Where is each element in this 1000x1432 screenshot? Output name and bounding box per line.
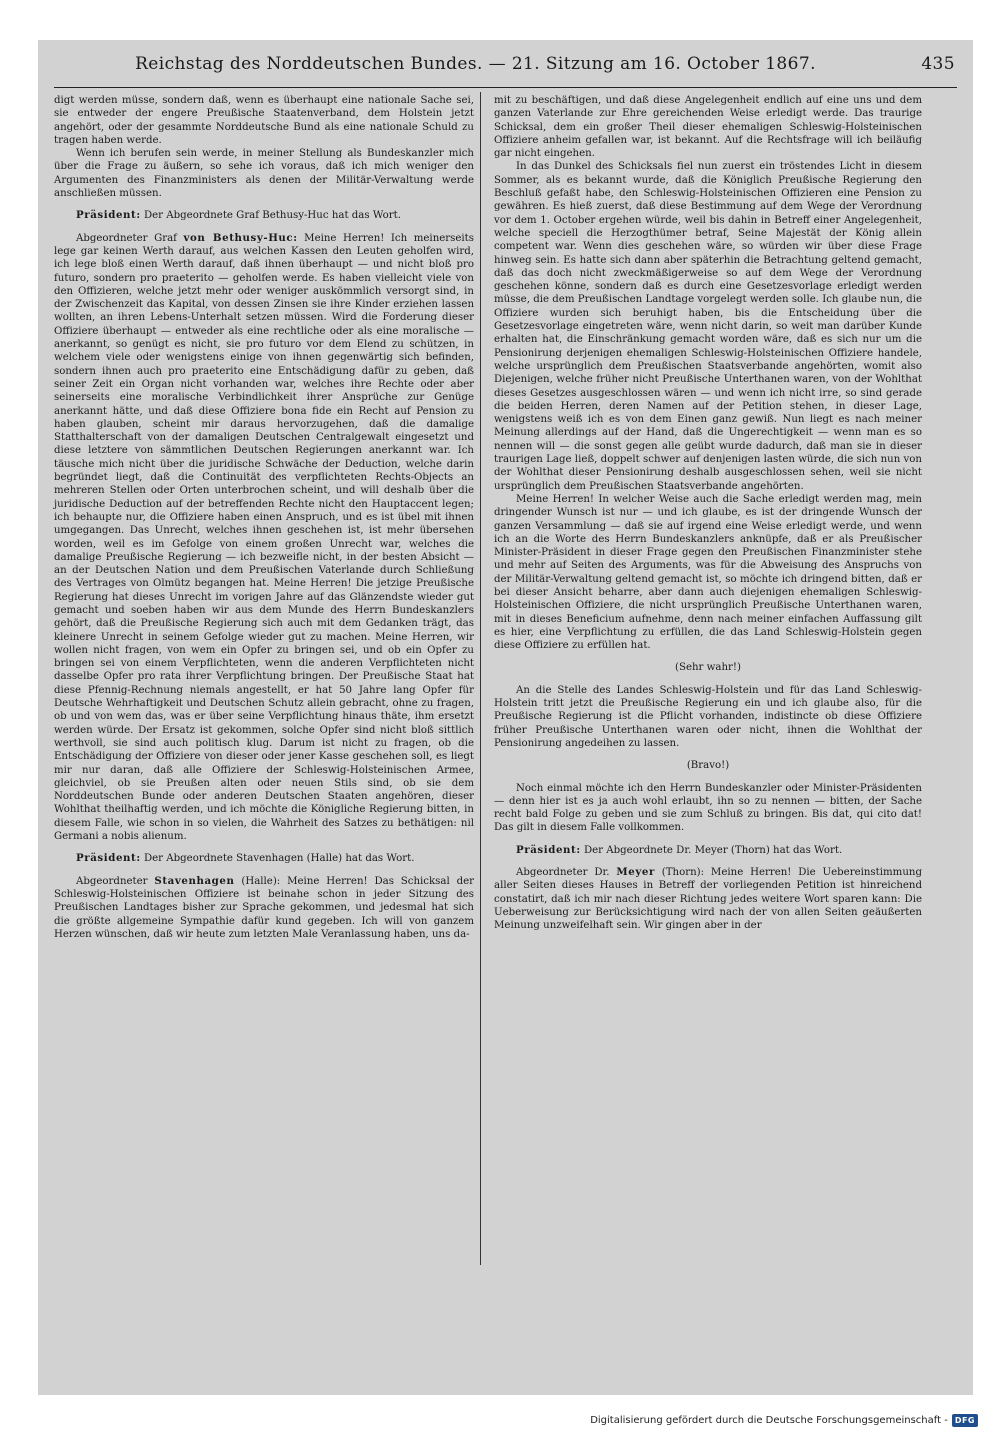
speech-text: (Halle): Meine Herren! Das Schicksal der Schleswig-Holsteinischen Offiziere ist beinahe schon in jeder Sitzung des Preußischen Landtages bisher zur Sprache gekommen, und jedesmal hat sich die größte allgemeine Sympathie dafür kund gegeben. Ich will von ganzem Herzen wünschen, daß wir heute zum letzten Male Veranlassung haben, uns da-	[54, 875, 474, 940]
speaker-name: Stavenhagen	[154, 874, 235, 887]
left-column	[54, 94, 474, 941]
president-statement	[54, 209, 474, 222]
paragraph: digt werden müsse, sondern daß, wenn es überhaupt eine nationale Sache sei, sie entweder der engere Preußische Staatenverband, dem Holstein jetzt angehört, oder der gesammte Norddeutsche Bund als eine nationale Schuld zu tragen haben werde.	[54, 95, 474, 146]
speaker-intro: Abgeordneter Graf	[76, 232, 177, 244]
speech-text: (Thorn): Meine Herren! Die Uebereinstimmung aller Seiten dieses Hauses in Betreff der vorliegenden Petition ist hinreichend constatirt, daß ich mir nach dieser Richtung jedes weitere Wort sparen kann: Die Ueberweisung zur Berücksichtigung wird nach der von allen Seiten geäußerten Meinung unzweifelhaft sein. Wir gingen aber in der	[494, 867, 922, 932]
paragraph: An die Stelle des Landes Schleswig-Holstein und für das Land Schleswig-Holstein tritt jetzt die Preußische Regierung ein und ich glaube also, für die Preußische Regierung ist die Pflicht vorhanden, indistincte ob diese Offiziere früher Preußische Unterthanen waren oder nicht, ihnen die Wohlthat der Pensionirung angedeihen zu lassen.	[494, 684, 922, 749]
interjection: (Sehr wahr!)	[675, 662, 741, 674]
speaker-intro: Abgeordneter	[76, 875, 148, 887]
column-divider	[480, 92, 481, 1265]
president-statement	[494, 844, 922, 857]
speech	[494, 866, 922, 932]
speaker-label: Präsident:	[76, 852, 141, 865]
statement-text: Der Abgeordnete Stavenhagen (Halle) hat das Wort.	[143, 853, 415, 865]
page-number: 435	[921, 54, 955, 74]
right-column	[494, 94, 922, 933]
speech	[54, 232, 474, 844]
interjection: (Bravo!)	[686, 760, 730, 772]
statement-text: Der Abgeordnete Graf Bethusy-Huc hat das Wort.	[143, 210, 401, 222]
paragraph: Wenn ich berufen sein werde, in meiner Stellung als Bundeskanzler mich über die Frage zu äußern, so sehe ich voraus, daß ich mich weniger den Argumenten des Finanzministers als denen der Militär-Verwaltung werde anschließen müssen.	[54, 148, 474, 200]
speaker-label: Präsident:	[76, 209, 141, 222]
speaker-label: Präsident:	[516, 843, 581, 856]
speaker-name: von Bethusy-Huc:	[183, 231, 298, 244]
paragraph: Noch einmal möchte ich den Herrn Bundeskanzler oder Minister-Präsidenten — denn hier ist es ja auch wohl erlaubt, ihn so zu nennen — bitten, der Sache recht bald Folge zu geben und sie zum Schluß zu bringen. Bis dat, qui cito dat! Das gilt in diesem Falle vollkommen.	[494, 782, 922, 834]
paragraph: Meine Herren! In welcher Weise auch die Sache erledigt werden mag, mein dringender Wunsch ist nur — und ich glaube, es ist der dringende Wunsch der ganzen Versammlung — daß sie auf irgend eine Weise erledigt werde, und wenn ich an die Worte des Herrn Bundeskanzlers anknüpfe, daß er als Preußischer Minister-Präsident in dieser Frage gegen den Preußischen Finanzminister stehe und mehr auf Seiten des Arguments, was für die Abweisung des Anspruchs von der Militär-Verwaltung geltend gemacht ist, so möchte ich dringend bitten, daß er bei dieser Ansicht beharre, aber dann auch diejenigen ehemaligen Schleswig-Holsteinischen Offiziere, die nicht ursprünglich Preußische Unterthanen waren, mit in dieses Beneficium aufnehme, denn nach meiner einfachen Auffassung gilt es hier, eine Verpflichtung zu erfüllen, die das Land Schleswig-Holstein gegen diese Offiziere zu erfüllen hat.	[494, 493, 922, 652]
scanned-page	[38, 40, 973, 1395]
speaker-intro: Abgeordneter Dr.	[516, 867, 610, 879]
paragraph: mit zu beschäftigen, und daß diese Angelegenheit endlich auf eine uns und dem ganzen Vaterlande zur Ehre gereichenden Weise erledigt werde. Das traurige Schicksal, dem ein großer Theil dieser ehemaligen Schleswig-Holsteinischen Offiziere anheim gefallen war, ist bekannt. Auf die Rechtsfrage will ich beiläufig gar nicht eingehen.	[494, 95, 922, 160]
speech-text: Meine Herren! Ich meinerseits lege gar keinen Werth darauf, aus welchen Kassen den Leuten geholfen wird, ich lege bloß einen Werth darauf, daß ihnen überhaupt — und nicht bloß pro futuro, sondern pro praeterito — geholfen werde. Es haben vielleicht viele von den Offizieren, welche jetzt mehr oder weniger auskömmlich versorgt sind, in der Zwischenzeit das Kapital, von dessen Zinsen sie ihre Kinder erziehen lassen wollten, an ihren Lebens-Unterhalt setzen müssen. Wird die Forderung dieser Offiziere überhaupt — entweder als eine rechtliche oder als eine moralische — anerkannt, so genügt es nicht, sie pro futuro vor dem Elend zu schützen, in welchem viele oder wenigstens einige von ihnen gegenwärtig sich befinden, sondern ihnen auch pro praeterito eine Entschädigung dafür zu geben, daß seiner Zeit ein Organ nicht vorhanden war, welches ihre Rechte oder aber seinerseits eine moralische Verbindlichkeit ihrer Ansprüche zur Genüge anerkannt hätte, und daß diese Offiziere bona fide ein Recht auf Pension zu haben glauben, scheint mir daraus hervorzugehen, daß die damalige Statthalterschaft von der damaligen Deutschen Centralgewalt eingesetzt und diese letztere von sämmtlichen Deutschen Regierungen anerkannt war. Ich täusche mich nicht über die juridische Schwäche der Deduction, welche darin begründet liegt, daß die Continuität des verpflichteten Rechts-Objects an mehreren Stellen oder Orten unterbrochen scheint, und will deshalb über die juridische Deduction auf der betreffenden Rechte nicht den Hauptaccent legen; ich behaupte nur, die Offiziere haben einen Anspruch, und es ist übel mit ihnen umgegangen. Das Unrecht, welches ihnen geschehen ist, ist mehr übersehen worden, weil es im Gefolge von einem großen Unrecht war, welches die damalige Preußische Regierung — ich bezweifle nicht, in der besten Absicht — an der Deutschen Nation und dem Preußischen Vaterlande durch Schließung des Vertrages von Olmütz begangen hat. Meine Herren! Die jetzige Preußische Regierung hat dieses Unrecht im vorigen Jahre auf das Glänzendste wieder gut gemacht und soeben haben wir aus dem Munde des Herrn Bundeskanzlers gehört, daß die Preußische Regierung sich auch mit dem Gedanken trägt, das kleinere Unrecht in seinem Gefolge wieder gut zu machen. Meine Herren, wir wollen nicht fragen, von wem ein Opfer zu bringen sei, und ob ein Opfer zu bringen sei von einem Verpflichteten, wenn die anderen Verpflichteten nicht dasselbe Opfer pro rata ihrer Verpflichtung bringen. Der Preußische Staat hat diese Pfennig-Rechnung niemals angestellt, er hat 50 Jahre lang Opfer für Deutsche Wehrhaftigkeit und Deutschen Schutz allein gebracht, ohne zu fragen, ob und von wem das, was er über seine Verpflichtung hinaus thäte, ihm ersetzt werden würde. Der Ersatz ist gekommen, solche Opfer sind nicht bloß sittlich werthvoll, sie sind auch politisch klug. Darum ist nicht zu fragen, ob die Entschädigung der Offiziere von dieser oder jener Kasse geschehen soll, es liegt mir nur daran, daß alle Offiziere der Schleswig-Holsteinischen Armee, gleichviel, ob sie Preußen alten oder neuen Stils sind, ob sie dem Norddeutschen Bunde oder anderen Deutschen Staaten angehören, dieser Wohlthat theilhaftig werden, und ich möchte die Königliche Regierung bitten, in diesem Falle, wie schon in so vielen, die Wahrheit des Satzes zu bethätigen: nil Germani a nobis alienum.	[54, 232, 474, 843]
speaker-name: Meyer	[616, 866, 655, 879]
paragraph: In das Dunkel des Schicksals fiel nun zuerst ein tröstendes Licht in diesem Sommer, als es bekannt wurde, daß die Königlich Preußische Regierung den Beschluß gefaßt habe, den Schleswig-Holsteinischen Offizieren eine Pension zu gewähren. Es hieß zuerst, daß diese Bestimmung auf dem Wege der Verordnung vor dem 1. October ergehen würde, weil bis dahin in Betreff einer Angelegenheit, welche speciell die Herzogthümer betraf, Seine Majestät der König allein competent war. Wenn dies geschehen wäre, so würden wir über diese Frage hinweg sein. Es hatte sich dann aber späterhin die Betrachtung geltend gemacht, daß das doch nicht zweckmäßigerweise so auf dem Wege der Verordnung geschehen könne, sondern daß es durch eine Gesetzesvorlage erledigt werden müsse, die dem Preußischen Landtage vorgelegt werden solle. Ich glaube nun, die Offiziere wurden sich beruhigt haben, bis die Entscheidung über die Gesetzesvorlage eingetreten wäre, wenn nicht darin, so weit man darüber Kunde erhalten hat, die Einschränkung gemacht worden wäre, daß es sich nur um die Pensionirung derjenigen ehemaligen Schleswig-Holsteinischen Offiziere handele, welche ursprünglich dem Preußischen Staatsverbande angehörten, womit also Diejenigen, welche früher nicht Preußische Unterthanen waren, von der Wohlthat dieses Gesetzes ausgeschlossen wären — und wenn ich nicht irre, so sind gerade die beiden Herren, deren Namen auf der Petition stehen, in dieser Lage, wenigstens weiß ich es von dem Einen ganz gewiß. Nun liegt es nach meiner Meinung allerdings auf der Hand, daß die Ungerechtigkeit — wenn man es so nennen will — die sonst gegen alle geübt wurde dadurch, daß man sie in dieser traurigen Lage ließ, doppelt schwer auf denjenigen lasten würde, die sich nun von der Wohlthat dieser Pensionirung deshalb ausgeschlossen sehen, weil sie nicht ursprünglich dem Preußischen Staatsverbande angehörten.	[494, 161, 922, 492]
page-header	[56, 44, 955, 84]
footer-credit: Digitalisierung gefördert durch die Deutsche Forschungsgemeinschaft -	[590, 1414, 948, 1426]
digitization-footer	[0, 1408, 1000, 1432]
speech	[54, 875, 474, 941]
running-title: Reichstag des Norddeutschen Bundes. — 21. Sitzung am 16. October 1867.	[135, 54, 816, 74]
header-rule	[54, 87, 957, 88]
statement-text: Der Abgeordnete Dr. Meyer (Thorn) hat das Wort.	[583, 844, 843, 856]
dfg-logo-icon: DFG	[952, 1414, 978, 1427]
president-statement	[54, 852, 474, 865]
